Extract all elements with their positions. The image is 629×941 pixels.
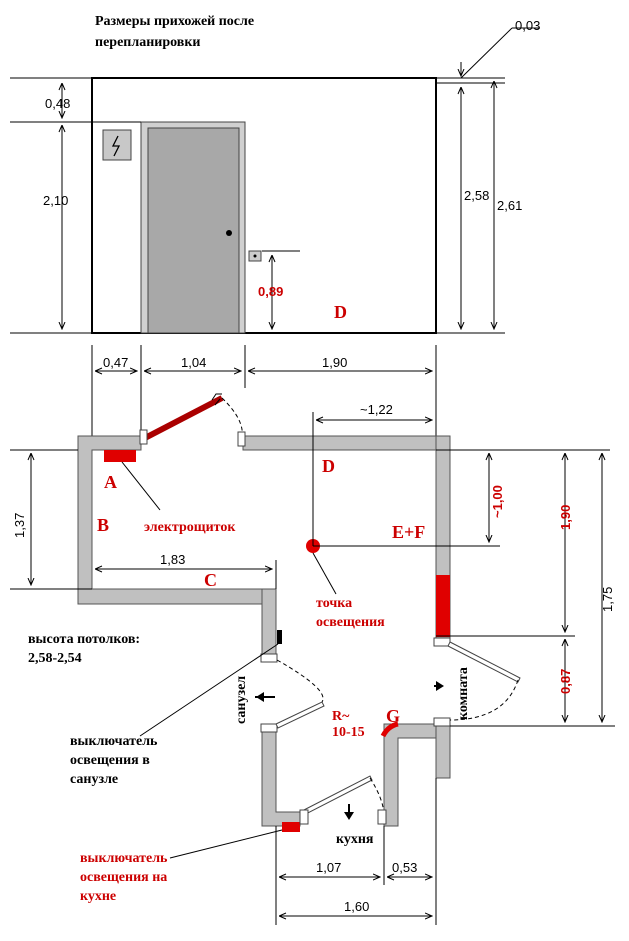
electrical-panel-icon (103, 130, 131, 160)
light-label2: освещения (316, 615, 385, 630)
label-c: C (204, 570, 217, 590)
kitchen-switch-label1: выключатель (80, 851, 168, 866)
dim-190-top: 1,90 (322, 355, 348, 370)
label-a: A (104, 472, 117, 492)
dim-160: 1,60 (344, 899, 370, 914)
dim-door-height: 2,10 (43, 193, 69, 208)
switch-dot (254, 255, 257, 258)
ceiling-label2: 2,58-2,54 (28, 651, 82, 666)
ceiling-label1: высота потолков: (28, 632, 141, 647)
wall-right-lower (436, 722, 450, 778)
bath-switch-label3: санузле (70, 772, 119, 787)
label-b: B (97, 515, 110, 535)
dim-175: 1,75 (600, 586, 615, 612)
light-label1: точка (316, 596, 353, 611)
label-r1: R~ (332, 709, 350, 724)
kitchen-switch-red (282, 822, 300, 832)
label-r2: 10-15 (332, 725, 365, 740)
wall-kitchen-right (384, 724, 436, 826)
dim-switch-height: 0,89 (258, 284, 284, 299)
dim-087: 0,87 (558, 668, 573, 694)
dim-outer-height: 2,61 (497, 198, 523, 213)
elevation-wall-letter: D (334, 302, 347, 322)
wall-bath-lower (262, 724, 300, 826)
bath-switch-label2: освещения в (70, 753, 150, 768)
wall-bath-upper (262, 589, 276, 655)
arrow-right-icon (436, 681, 444, 691)
label-g: G (386, 706, 401, 726)
dim-190-right: 1,90 (558, 504, 573, 530)
dim-183: 1,83 (160, 552, 186, 567)
panel-label: электрощиток (144, 520, 236, 535)
dim-122: ~1,22 (360, 402, 393, 417)
arrow-down-icon (344, 812, 354, 820)
entrance-door-leaf (145, 398, 222, 438)
dim-100: ~1,00 (490, 485, 505, 518)
arrow-left-icon (256, 692, 264, 702)
dim-104: 1,04 (181, 355, 207, 370)
dim-107: 1,07 (316, 860, 342, 875)
dim-top-gap: 0,03 (515, 18, 541, 33)
room-kitchen-label: кухня (336, 832, 374, 847)
dim-inner-height: 2,58 (464, 188, 490, 203)
title-line1: Размеры прихожей после (95, 14, 255, 29)
kitchen-switch-label2: освещения на (80, 870, 168, 885)
label-d: D (322, 456, 335, 476)
door-leaf (148, 128, 239, 333)
label-ef: E+F (392, 522, 426, 542)
room-room-label: комната (456, 667, 471, 720)
dim-above-door: 0,48 (45, 96, 71, 111)
dim-137: 1,37 (12, 512, 27, 538)
dim-053: 0,53 (392, 860, 418, 875)
marker-ef-red (436, 575, 450, 637)
plan-view (10, 345, 615, 925)
title-line2: перепланировки (95, 35, 201, 50)
door-knob (226, 230, 232, 236)
bath-switch-icon (277, 630, 282, 644)
room-bath-label: санузел (234, 675, 249, 724)
elevation-view (10, 18, 540, 333)
marker-a-red (104, 450, 136, 462)
bath-switch-label1: выключатель (70, 734, 158, 749)
wall-top-right (243, 436, 436, 450)
kitchen-switch-label3: кухне (80, 889, 117, 904)
dim-047: 0,47 (103, 355, 129, 370)
